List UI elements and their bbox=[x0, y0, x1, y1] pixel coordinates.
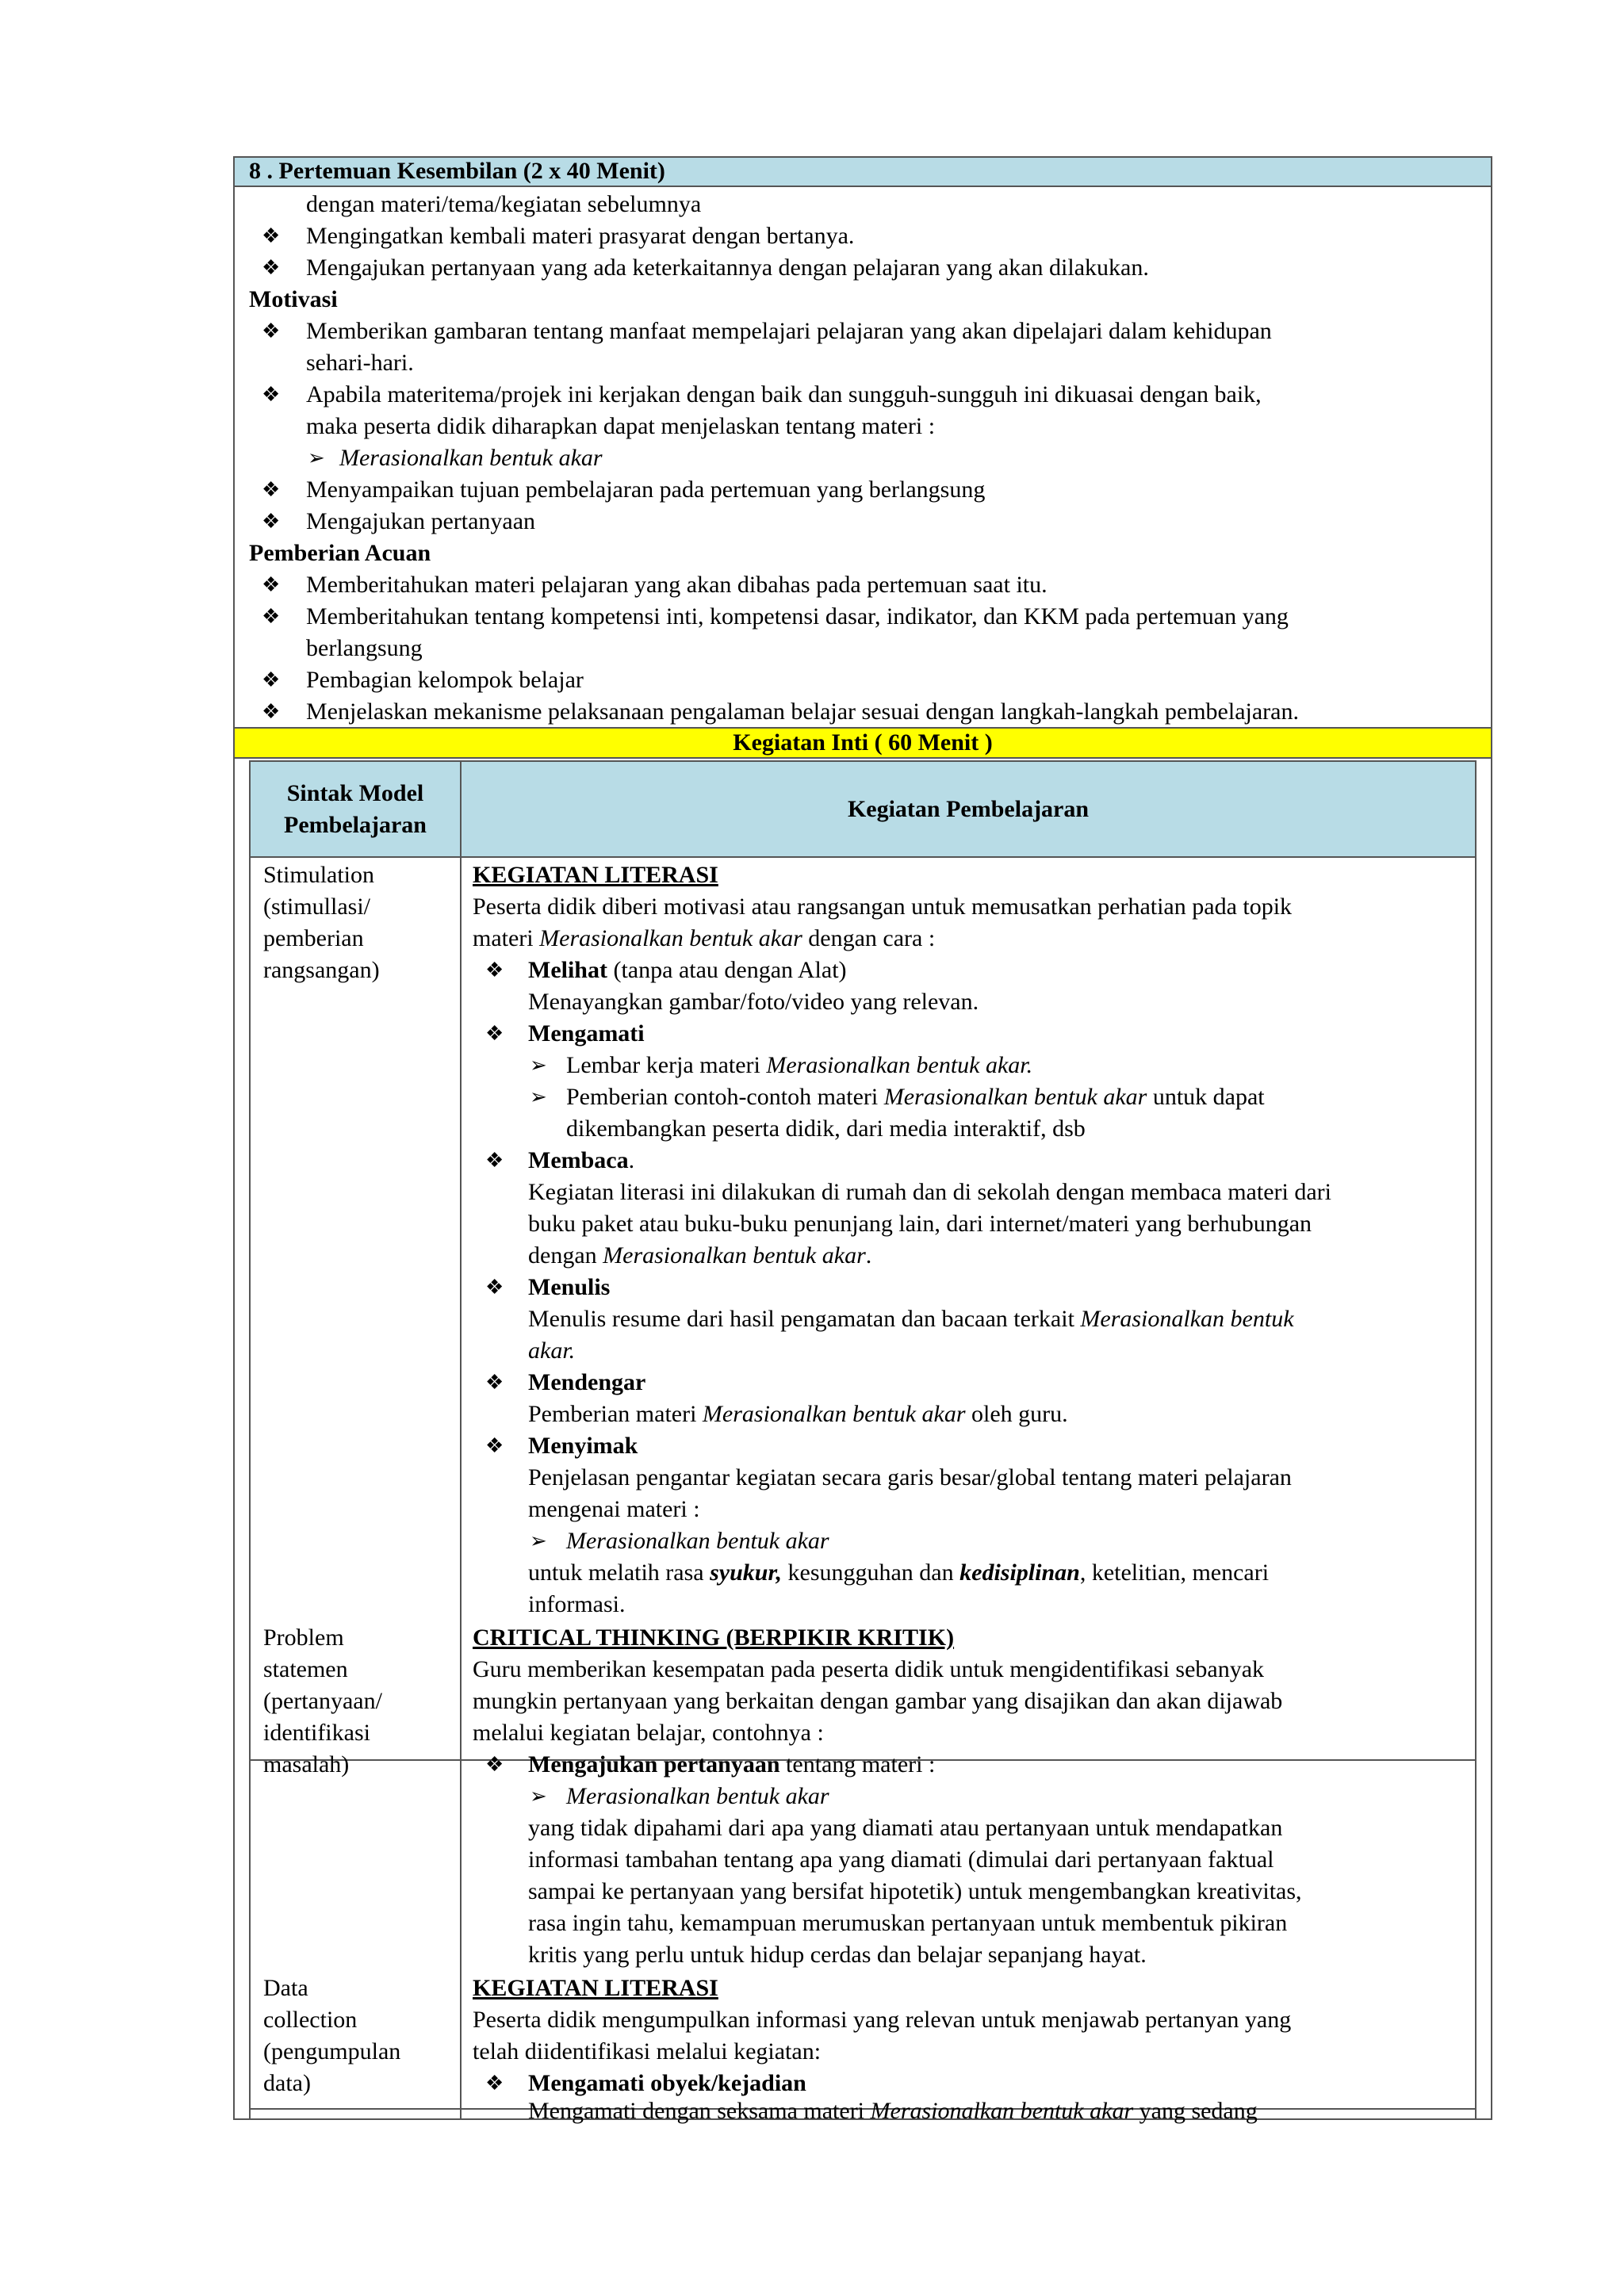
text-line bbox=[566, 1081, 1265, 1113]
text-line bbox=[528, 1240, 871, 1272]
text-line: Pembagian kelompok belajar bbox=[306, 667, 584, 693]
text-line: Mengajukan pertanyaan yang ada keterkaitannya dengan pelajaran yang akan dilakukan. bbox=[306, 254, 1149, 281]
header-text: Pembelajaran bbox=[284, 812, 427, 838]
meeting-header: 8 . Pertemuan Kesembilan (2 x 40 Menit) bbox=[235, 158, 1491, 187]
text-line: mengenai materi : bbox=[528, 1496, 700, 1522]
sintak-label: Problem bbox=[263, 1624, 344, 1651]
diamond-bullet-icon: ❖ bbox=[262, 224, 281, 247]
diamond-bullet-icon: ❖ bbox=[485, 1371, 504, 1394]
text-line: Kegiatan literasi ini dilakukan di rumah dan di sekolah dengan membaca materi dari bbox=[528, 1179, 1331, 1205]
text-line: sehari-hari. bbox=[306, 350, 414, 376]
sintak-label: pemberian bbox=[263, 925, 364, 951]
text-run: kesungguhan dan bbox=[782, 1559, 960, 1586]
diamond-bullet-icon: ❖ bbox=[485, 1276, 504, 1299]
arrow-bullet-icon: ➢ bbox=[530, 1085, 547, 1108]
text-line: rasa ingin tahu, kemampuan merumuskan pertanyaan untuk membentuk pikiran bbox=[528, 1910, 1288, 1936]
text-line bbox=[528, 2099, 1258, 2123]
text-line: Memberitahukan materi pelajaran yang akan dibahas pada pertemuan saat itu. bbox=[306, 572, 1048, 598]
text-line bbox=[566, 1050, 1032, 1081]
text-line: Menjelaskan mekanisme pelaksanaan pengalaman belajar sesuai dengan langkah-langkah pembelajaran. bbox=[306, 698, 1299, 725]
text-line: Mengingatkan kembali materi prasyarat dengan bertanya. bbox=[306, 223, 855, 249]
diamond-bullet-icon: ❖ bbox=[262, 383, 281, 406]
text-run: Melihat bbox=[528, 957, 607, 983]
diamond-bullet-icon: ❖ bbox=[485, 959, 504, 982]
text-run: dengan cara : bbox=[802, 925, 936, 951]
header-col-kegiatan: Kegiatan Pembelajaran bbox=[847, 796, 1090, 822]
header-col-sintak bbox=[251, 778, 460, 841]
text-line: maka peserta didik diharapkan dapat menjelaskan tentang materi : bbox=[306, 413, 936, 439]
text-run: Merasionalkan bentuk akar bbox=[603, 1242, 866, 1269]
text-line bbox=[528, 1749, 935, 1781]
text-line: mungkin pertanyaan yang berkaitan dengan gambar yang disajikan dan akan dijawab bbox=[473, 1688, 1283, 1714]
text-line: Penjelasan pengantar kegiatan secara garis besar/global tentang materi pelajaran bbox=[528, 1464, 1292, 1490]
text-line: Menulis bbox=[528, 1274, 611, 1300]
diamond-bullet-icon: ❖ bbox=[485, 2072, 504, 2095]
text-line: Menyampaikan tujuan pembelajaran pada pertemuan yang berlangsung bbox=[306, 476, 986, 503]
sintak-label: (stimullasi/ bbox=[263, 894, 370, 920]
text-line: yang tidak dipahami dari apa yang diamati atau pertanyaan untuk mendapatkan bbox=[528, 1815, 1283, 1841]
arrow-bullet-icon: ➢ bbox=[530, 1785, 547, 1808]
activities-table bbox=[249, 760, 1477, 2124]
text-run: kedisiplinan bbox=[959, 1559, 1080, 1586]
text-line bbox=[528, 1557, 1269, 1589]
text-line: Peserta didik diberi motivasi atau rangsangan untuk memusatkan perhatian pada topik bbox=[473, 894, 1293, 920]
text-line: Mengamati bbox=[528, 1020, 645, 1047]
sintak-label: data) bbox=[263, 2070, 311, 2096]
text-line bbox=[528, 1145, 634, 1177]
text-line: Menyimak bbox=[528, 1433, 638, 1459]
text-line: Merasionalkan bentuk akar bbox=[566, 1528, 829, 1554]
text-run: Merasionalkan bentuk bbox=[1080, 1306, 1294, 1332]
text-line: dengan materi/tema/kegiatan sebelumnya bbox=[306, 191, 702, 217]
text-run: untuk dapat bbox=[1147, 1084, 1265, 1110]
text-run: Membaca bbox=[528, 1147, 629, 1173]
text-line: Menayangkan gambar/foto/video yang relevan. bbox=[528, 989, 979, 1015]
text-run: Pemberian materi bbox=[528, 1401, 703, 1427]
text-run: (tanpa atau dengan Alat) bbox=[607, 957, 847, 983]
text-line: Memberikan gambaran tentang manfaat mempelajari pelajaran yang akan dipelajari dalam kehidupan bbox=[306, 318, 1272, 344]
diamond-bullet-icon: ❖ bbox=[262, 256, 281, 279]
text-run: Merasionalkan bentuk akar bbox=[883, 1084, 1147, 1110]
arrow-bullet-icon: ➢ bbox=[530, 1529, 547, 1552]
diamond-bullet-icon: ❖ bbox=[262, 510, 281, 533]
text-run: . bbox=[865, 1242, 872, 1269]
text-line: Merasionalkan bentuk akar bbox=[339, 445, 603, 471]
sintak-label: (pertanyaan/ bbox=[263, 1688, 382, 1714]
text-run: tentang materi : bbox=[779, 1751, 936, 1777]
text-line: melalui kegiatan belajar, contohnya : bbox=[473, 1720, 824, 1746]
text-run: materi bbox=[473, 925, 540, 951]
text-line: informasi tambahan tentang apa yang diamati (dimulai dari pertanyaan faktual bbox=[528, 1846, 1274, 1873]
sintak-label: Stimulation bbox=[263, 862, 375, 888]
text-line: Merasionalkan bentuk akar bbox=[566, 1783, 829, 1809]
text-run: yang sedang bbox=[1133, 2098, 1258, 2124]
text-line: Mendengar bbox=[528, 1369, 646, 1395]
text-run: . bbox=[628, 1147, 635, 1173]
activity-heading: CRITICAL THINKING (BERPIKIR KRITIK) bbox=[473, 1624, 955, 1651]
text-line: Peserta didik mengumpulkan informasi yang relevan untuk menjawab pertanyan yang bbox=[473, 2007, 1292, 2033]
diamond-bullet-icon: ❖ bbox=[262, 605, 281, 628]
column-divider bbox=[460, 762, 462, 2118]
kegiatan-inti-banner: Kegiatan Inti ( 60 Menit ) bbox=[235, 727, 1491, 759]
text-line: informasi. bbox=[528, 1591, 626, 1617]
text-run: Merasionalkan bentuk akar bbox=[870, 2098, 1134, 2124]
header-text: Sintak Model bbox=[286, 780, 424, 806]
text-line: akar. bbox=[528, 1337, 576, 1364]
text-line bbox=[528, 1399, 1068, 1430]
text-run: dengan bbox=[528, 1242, 603, 1269]
text-run: Lembar kerja materi bbox=[566, 1052, 767, 1078]
sintak-label: rangsangan) bbox=[263, 957, 380, 983]
text-line: sampai ke pertanyaan yang bersifat hipotetik) untuk mengembangkan kreativitas, bbox=[528, 1878, 1302, 1904]
diamond-bullet-icon: ❖ bbox=[262, 320, 281, 342]
sintak-label: identifikasi bbox=[263, 1720, 370, 1746]
text-line: buku paket atau buku-buku penunjang lain, dari internet/materi yang berhubungan bbox=[528, 1211, 1312, 1237]
text-run: Merasionalkan bentuk akar bbox=[539, 925, 802, 951]
section-heading-motivasi: Motivasi bbox=[249, 286, 338, 312]
diamond-bullet-icon: ❖ bbox=[262, 573, 281, 596]
section-heading-acuan: Pemberian Acuan bbox=[249, 540, 431, 566]
text-line bbox=[473, 923, 935, 955]
diamond-bullet-icon: ❖ bbox=[262, 700, 281, 723]
text-run: untuk melatih rasa bbox=[528, 1559, 710, 1586]
text-run: , ketelitian, mencari bbox=[1079, 1559, 1270, 1586]
text-line: berlangsung bbox=[306, 635, 423, 661]
sintak-label: statemen bbox=[263, 1656, 348, 1682]
text-line: Mengajukan pertanyaan bbox=[306, 508, 536, 534]
sintak-label: Data bbox=[263, 1975, 308, 2001]
text-run: Mengajukan pertanyaan bbox=[528, 1751, 780, 1777]
text-run: Merasionalkan bentuk akar bbox=[702, 1401, 966, 1427]
diamond-bullet-icon: ❖ bbox=[485, 1434, 504, 1457]
diamond-bullet-icon: ❖ bbox=[262, 668, 281, 691]
arrow-bullet-icon: ➢ bbox=[530, 1054, 547, 1077]
diamond-bullet-icon: ❖ bbox=[485, 1753, 504, 1776]
text-run: oleh guru. bbox=[965, 1401, 1068, 1427]
text-run: syukur, bbox=[710, 1559, 782, 1586]
text-run: Menulis resume dari hasil pengamatan dan bacaan terkait bbox=[528, 1306, 1081, 1332]
diamond-bullet-icon: ❖ bbox=[485, 1149, 504, 1172]
text-line: telah diidentifikasi melalui kegiatan: bbox=[473, 2038, 822, 2064]
lesson-plan-table bbox=[233, 156, 1492, 2124]
text-line: dikembangkan peserta didik, dari media interaktif, dsb bbox=[566, 1115, 1086, 1142]
text-line: Memberitahukan tentang kompetensi inti, kompetensi dasar, indikator, dan KKM pada pertemuan yang bbox=[306, 603, 1289, 629]
sintak-label: collection bbox=[263, 2007, 358, 2033]
text-run: Pemberian contoh-contoh materi bbox=[566, 1084, 884, 1110]
diamond-bullet-icon: ❖ bbox=[262, 478, 281, 501]
diamond-bullet-icon: ❖ bbox=[485, 1022, 504, 1045]
sintak-label: (pengumpulan bbox=[263, 2038, 401, 2064]
text-line bbox=[528, 1303, 1294, 1335]
sintak-label: masalah) bbox=[263, 1751, 350, 1777]
text-line: Guru memberikan kesempatan pada peserta didik untuk mengidentifikasi sebanyak bbox=[473, 1656, 1265, 1682]
text-run: Merasionalkan bentuk akar. bbox=[766, 1052, 1033, 1078]
activity-heading: KEGIATAN LITERASI bbox=[473, 862, 718, 888]
arrow-bullet-icon: ➢ bbox=[308, 446, 325, 469]
activity-heading: KEGIATAN LITERASI bbox=[473, 1975, 718, 2001]
text-line: Mengamati obyek/kejadian bbox=[528, 2070, 806, 2096]
text-run: Mengamati dengan seksama materi bbox=[528, 2098, 871, 2124]
text-line: kritis yang perlu untuk hidup cerdas dan belajar sepanjang hayat. bbox=[528, 1942, 1147, 1968]
text-line: Apabila materitema/projek ini kerjakan dengan baik dan sungguh-sungguh ini dikuasai dengan baik, bbox=[306, 381, 1262, 408]
text-line bbox=[528, 955, 847, 986]
